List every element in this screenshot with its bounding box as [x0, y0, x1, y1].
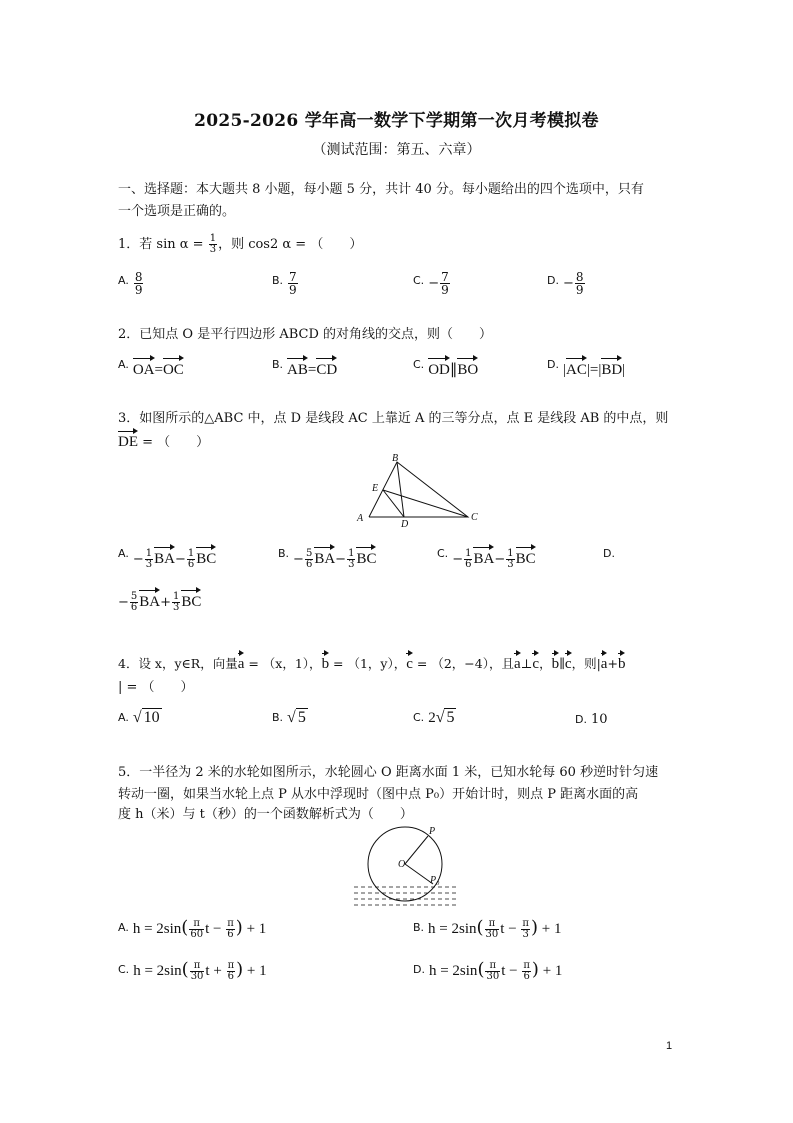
frac-num: π	[190, 961, 205, 972]
q5-option-b[interactable]	[413, 918, 562, 940]
coef-fraction	[130, 592, 138, 613]
vector: BA	[154, 544, 175, 569]
q3-option-c[interactable]	[437, 544, 536, 570]
paren-close: )	[235, 917, 243, 938]
formula-part: h = 2sin	[428, 963, 478, 979]
formula-fraction	[521, 919, 530, 940]
frac-den: 9	[134, 283, 143, 297]
formula-fraction	[226, 919, 235, 940]
vector-a: a	[601, 650, 608, 673]
paren-close: )	[531, 959, 539, 980]
frac-den: 3	[173, 602, 180, 613]
option-label: D.	[413, 963, 425, 976]
vector-c: c	[406, 650, 413, 673]
abs-bar: |	[562, 362, 566, 378]
q2-stem: 2．已知点 O 是平行四边形 ABCD 的对角线的交点，则（ ）	[118, 327, 493, 342]
formula-part: t +	[205, 963, 226, 979]
frac-num: 5	[130, 591, 138, 602]
option-label: A.	[118, 711, 129, 724]
q1-stem-post: ，则 cos2 α = （ ）	[218, 237, 363, 252]
frac-den: 6	[523, 971, 530, 982]
formula-part: t −	[500, 921, 521, 937]
option-label: B.	[272, 274, 284, 287]
q4-stem-line2: | = （ ）	[118, 680, 194, 695]
frac-num: π	[227, 960, 235, 971]
paren-close: )	[236, 959, 244, 980]
coef-fraction	[145, 549, 153, 570]
sqrt-expr: √ 5	[435, 709, 455, 726]
option-fraction	[134, 271, 144, 296]
sqrt-expr: √ 10	[132, 709, 160, 726]
frac-den: 6	[130, 602, 138, 613]
formula-part: t −	[205, 921, 226, 937]
frac-num: π	[523, 960, 530, 971]
label-o: O	[398, 859, 406, 870]
triangle-abc-outline	[369, 462, 468, 517]
q1-fraction	[209, 234, 217, 255]
paren-open: (	[476, 917, 484, 938]
q1-option-b[interactable]	[272, 271, 299, 296]
frac-den: 3	[507, 559, 514, 570]
coefficient: 2	[428, 710, 436, 726]
option-label: D.	[575, 713, 587, 726]
q4-text: = （1，y），	[329, 656, 407, 671]
vector: BC	[196, 544, 216, 569]
option-label: A.	[118, 547, 129, 560]
frac-num: 1	[507, 548, 514, 559]
coef-fraction	[187, 549, 195, 570]
radicand: 5	[297, 709, 306, 726]
q3-stem-line1: 3．如图所示的△ABC 中，点 D 是线段 AC 上靠近 A 的三等分点，点 E 是线段 AB 的中点，则	[118, 411, 669, 426]
vector: BC	[181, 587, 201, 612]
q5-option-d[interactable]	[413, 960, 562, 982]
paren-open: (	[181, 959, 189, 980]
vector: OC	[163, 355, 184, 380]
frac-den: 9	[441, 283, 449, 297]
q5-stem-line1: 5．一半径为 2 米的水轮如图所示，水轮圆心 O 距离水面 1 米，已知水轮每 60 秒逆时针匀速	[118, 765, 659, 780]
frac-num: π	[189, 919, 204, 930]
formula-fraction	[227, 961, 236, 982]
q2-option-a[interactable]	[118, 355, 184, 381]
operator: =	[589, 362, 599, 378]
vector: BA	[139, 587, 160, 612]
q1-stem-pre: 1．若 sin α =	[118, 237, 208, 252]
operator: =	[154, 362, 163, 378]
label-c: C	[471, 512, 478, 523]
frac-num: π	[227, 918, 234, 929]
q3-option-b[interactable]	[278, 544, 376, 570]
q4-text: ，	[539, 656, 552, 671]
q4-text: = （x，1），	[244, 656, 322, 671]
radicand: 5	[446, 709, 455, 726]
vector: CD	[316, 355, 337, 380]
paren-open: (	[181, 917, 189, 938]
paren-close: )	[531, 917, 539, 938]
q5-stem-line2: 转动一圈，如果当水轮上点 P 从水中浮现时（图中点 P₀）开始计时，则点 P 距离水面的高	[118, 787, 639, 802]
q3-option-a[interactable]	[118, 544, 216, 570]
frac-num: 8	[575, 270, 584, 284]
coef-fraction	[172, 592, 180, 613]
option-label: C.	[437, 547, 449, 560]
frac-num: π	[522, 918, 529, 929]
option-value: 10	[590, 712, 608, 727]
segment-ec	[383, 490, 468, 517]
formula-fraction	[522, 961, 531, 982]
frac-num: 7	[289, 270, 297, 284]
formula-part: t −	[501, 963, 522, 979]
option-label: C.	[118, 963, 130, 976]
q1-option-c[interactable]	[413, 271, 451, 296]
q5-option-c[interactable]	[118, 960, 267, 982]
q4-option-d[interactable]	[575, 710, 608, 730]
frac-num: 7	[441, 270, 449, 284]
vector: AC	[566, 355, 587, 380]
sign: −	[293, 552, 304, 567]
plus-symbol: +	[607, 656, 618, 671]
vector: OA	[133, 355, 155, 380]
q4-text: 4．设 x，y∈R，向量	[118, 656, 238, 671]
frac-num: π	[485, 961, 500, 972]
vector-c: c	[565, 650, 572, 673]
triangle-figure	[352, 452, 492, 530]
vector: DE	[118, 428, 138, 451]
option-label: A.	[118, 274, 129, 287]
q4-option-b[interactable]	[272, 708, 308, 729]
vector: BD	[601, 355, 622, 380]
operator: =	[307, 362, 317, 378]
option-label: A.	[118, 921, 129, 934]
vector-b: b	[322, 650, 330, 673]
abs-bar: |	[586, 362, 590, 378]
paren-open: (	[477, 959, 485, 980]
q1-stem	[118, 234, 678, 255]
label-d: D	[401, 519, 409, 530]
formula-fraction	[189, 919, 204, 940]
option-sign: −	[428, 276, 440, 291]
option-label: D.	[603, 547, 615, 560]
sqrt-expr: √ 5	[287, 709, 306, 726]
option-fraction	[288, 271, 298, 296]
vector: BA	[314, 544, 335, 569]
label-p: P	[429, 826, 436, 837]
frac-den: 6	[227, 971, 235, 982]
option-label: A.	[118, 358, 129, 371]
radius-op	[405, 836, 428, 864]
sign: −	[452, 552, 464, 567]
frac-den: 30	[485, 929, 499, 940]
vector: AB	[287, 355, 308, 380]
frac-den: 9	[289, 283, 297, 297]
option-sign: −	[562, 276, 574, 291]
formula-part: h = 2sin	[133, 963, 182, 979]
vector: BC	[356, 544, 376, 569]
q4-option-a[interactable]	[118, 708, 162, 729]
page-number: 1	[666, 1040, 673, 1052]
frac-den: 6	[465, 559, 472, 570]
vector-a: a	[238, 650, 245, 673]
page-subtitle: （测试范围：第五、六章）	[312, 142, 481, 158]
sign: +	[160, 595, 172, 610]
q2-option-d[interactable]	[547, 355, 625, 381]
formula-part: + 1	[243, 963, 267, 979]
formula-part: + 1	[242, 921, 267, 937]
frac-den: 3	[522, 929, 529, 940]
radicand: 10	[143, 709, 160, 726]
vector: BO	[457, 355, 478, 380]
water-surface	[354, 887, 456, 905]
section-heading-line2: 一个选项是正确的。	[118, 204, 236, 219]
frac-num: 1	[348, 548, 355, 559]
option-label: B.	[278, 547, 290, 560]
q1-option-a[interactable]	[118, 271, 144, 296]
frac-den: 6	[227, 929, 234, 940]
radius-op0	[405, 864, 433, 884]
frac-den: 9	[575, 283, 584, 297]
frac-num: 1	[187, 548, 195, 559]
formula-part: + 1	[538, 921, 562, 937]
frac-den: 3	[348, 559, 355, 570]
q2-option-b[interactable]	[272, 355, 337, 381]
frac-den: 60	[190, 929, 204, 940]
frac-den: 6	[305, 559, 313, 570]
section-heading-line1: 一、选择题：本大题共 8 小题，每小题 5 分，共计 40 分。每小题给出的四个选项中，只有	[118, 182, 644, 197]
page-title: 2025-2026 学年高一数学下学期第一次月考模拟卷	[194, 111, 599, 131]
option-label: D.	[547, 274, 559, 287]
sign: −	[494, 552, 506, 567]
option-fraction	[440, 271, 450, 296]
label-e: E	[372, 483, 379, 494]
label-b: B	[392, 453, 399, 464]
perp-symbol: ⊥	[520, 656, 533, 671]
frac-den: 6	[187, 559, 195, 570]
sign: −	[132, 552, 144, 567]
formula-fraction	[485, 961, 500, 982]
q1-frac-num: 1	[209, 233, 217, 244]
q5-stem-line3: 度 h（米）与 t（秒）的一个函数解析式为（ ）	[118, 807, 413, 822]
vector: BA	[473, 544, 494, 569]
option-fraction	[575, 271, 585, 296]
option-label: B.	[272, 711, 284, 724]
q1-frac-den: 3	[209, 244, 217, 255]
frac-num: 8	[134, 270, 143, 284]
q4-stem-line1	[118, 650, 678, 673]
q5-option-a[interactable]	[118, 918, 266, 940]
vector: OD	[428, 355, 450, 380]
waterwheel-figure	[350, 822, 460, 912]
formula-fraction	[190, 961, 205, 982]
frac-den: 3	[145, 559, 153, 570]
frac-num: 1	[145, 548, 153, 559]
frac-den: 30	[190, 971, 204, 982]
formula-part: h = 2sin	[132, 921, 182, 937]
option-label: C.	[413, 711, 425, 724]
abs-bar: |	[598, 362, 602, 378]
option-label: C.	[413, 358, 425, 371]
vector-a: a	[514, 650, 521, 673]
frac-num: 1	[173, 591, 180, 602]
label-p0: P₀	[430, 875, 440, 886]
vector-c: c	[532, 650, 539, 673]
frac-num: 1	[465, 548, 472, 559]
frac-num: 5	[305, 548, 313, 559]
sign: −	[174, 552, 186, 567]
coef-fraction	[464, 549, 472, 570]
q3-option-d[interactable]	[118, 587, 201, 613]
q1-option-d[interactable]	[547, 271, 586, 296]
vector-b: b	[552, 650, 560, 673]
q3-stem-line2	[118, 428, 678, 452]
q3-option-d-label[interactable]	[603, 544, 619, 564]
option-label: D.	[547, 358, 559, 371]
formula-part: h = 2sin	[428, 921, 477, 937]
operator: ∥	[449, 362, 458, 378]
option-label: B.	[272, 358, 284, 371]
frac-den: 30	[486, 971, 500, 982]
q2-option-c[interactable]	[413, 355, 478, 381]
sign: −	[335, 552, 347, 567]
q4-text: = （2，−4），且	[412, 656, 514, 671]
parallel-symbol: ∥	[559, 656, 565, 671]
coef-fraction	[347, 549, 355, 570]
sign: −	[118, 595, 129, 610]
label-a: A	[357, 513, 364, 524]
option-label: B.	[413, 921, 425, 934]
q4-text: ，则|	[571, 656, 601, 671]
q3-stem-tail: = （ ）	[138, 435, 210, 450]
abs-bar: |	[622, 362, 626, 378]
q4-option-c[interactable]	[413, 708, 456, 729]
formula-fraction	[485, 919, 500, 940]
option-label: C.	[413, 274, 425, 287]
coef-fraction	[506, 549, 514, 570]
vector-b: b	[618, 650, 626, 673]
frac-num: π	[485, 919, 500, 930]
coef-fraction	[305, 549, 313, 570]
vector: BC	[516, 544, 536, 569]
formula-part: + 1	[538, 963, 563, 979]
